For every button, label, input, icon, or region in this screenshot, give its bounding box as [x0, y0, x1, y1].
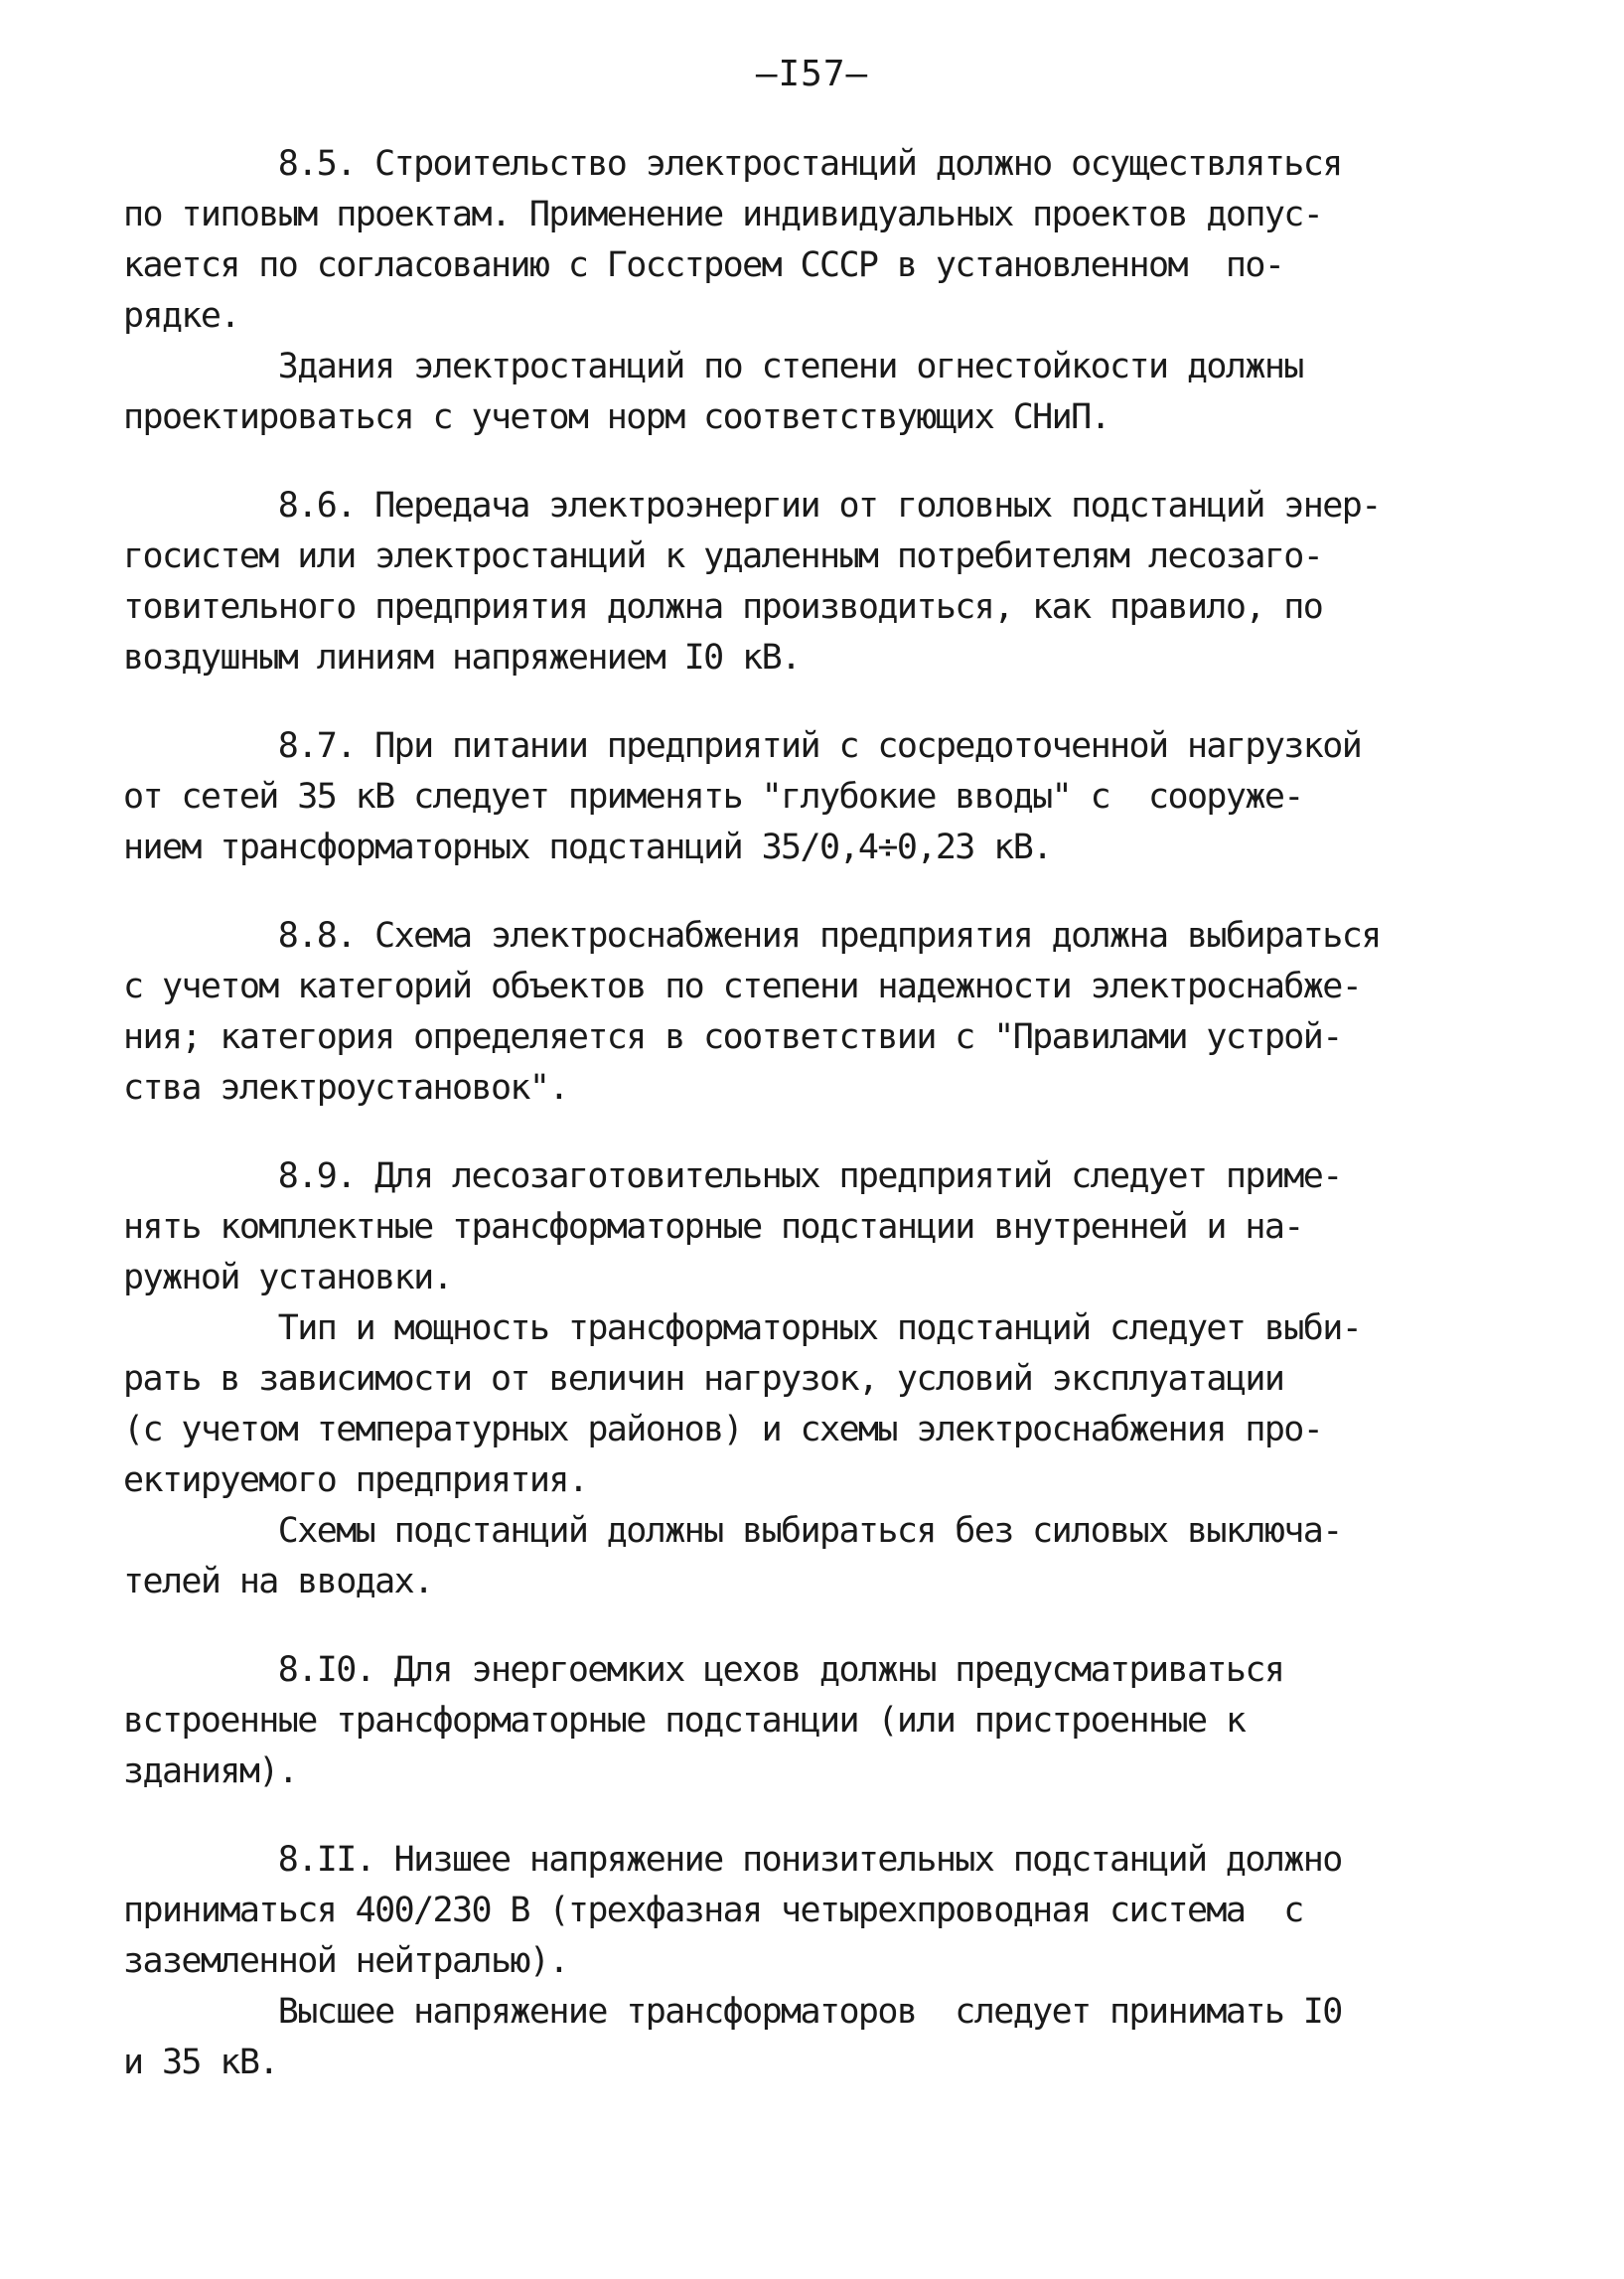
text-line: зданиям). — [123, 1751, 298, 1791]
text-line: 8.II. Низшее напряжение понизительных подстанций должно — [123, 1840, 1342, 1880]
text-line: товительного предприятия должна производиться, как правило, по — [123, 587, 1323, 627]
text-line: кается по согласованию с Госстроем СССР в установленном по- — [123, 245, 1284, 285]
text-line: 8.5. Строительство электростанций должно осуществляться — [123, 144, 1342, 184]
text-line: нять комплектные трансформаторные подстанции внутренней и на- — [123, 1207, 1303, 1247]
text-line: телей на вводах. — [123, 1562, 433, 1601]
text-line: от сетей 35 кВ следует применять "глубокие вводы" с сооруже- — [123, 777, 1303, 817]
text-line: нием трансформаторных подстанций 35/0,4÷0,23 кВ. — [123, 828, 1052, 867]
text-line: 8.8. Схема электроснабжения предприятия должна выбираться — [123, 916, 1381, 956]
text-line: 8.7. При питании предприятий с сосредоточенной нагрузкой — [123, 726, 1362, 766]
text-line: заземленной нейтралью). — [123, 1941, 568, 1981]
text-line: (с учетом температурных районов) и схемы электроснабжения про- — [123, 1410, 1323, 1449]
document-body — [123, 139, 1474, 2126]
section-8-8 — [123, 911, 1474, 1114]
text-line: воздушным линиям напряжением I0 кВ. — [123, 638, 801, 678]
text-line: рать в зависимости от величин нагрузок, условий эксплуатации — [123, 1359, 1284, 1399]
text-line: по типовым проектам. Применение индивидуальных проектов допус- — [123, 195, 1323, 234]
text-line: ства электроустановок". — [123, 1068, 568, 1108]
text-line: ружной установки. — [123, 1258, 453, 1297]
section-8-11 — [123, 1835, 1474, 2088]
section-8-7 — [123, 721, 1474, 873]
text-line: Высшее напряжение трансформаторов следует принимать I0 — [123, 1992, 1342, 2032]
section-8-10 — [123, 1645, 1474, 1797]
text-line: 8.6. Передача электроэнергии от головных подстанций энер- — [123, 486, 1381, 526]
text-line: 8.9. Для лесозаготовительных предприятий следует приме- — [123, 1156, 1342, 1196]
text-line: ектируемого предприятия. — [123, 1460, 588, 1500]
text-line: встроенные трансформаторные подстанции (или пристроенные к — [123, 1701, 1246, 1741]
section-8-9 — [123, 1151, 1474, 1607]
text-line: Здания электростанций по степени огнестойкости должны — [123, 347, 1303, 386]
text-line: и 35 кВ. — [123, 2043, 278, 2082]
text-line: 8.I0. Для энергоемких цехов должны предусматриваться — [123, 1650, 1284, 1690]
section-8-5 — [123, 139, 1474, 443]
section-8-6 — [123, 481, 1474, 684]
page-number: —I57— — [755, 54, 869, 94]
text-line: приниматься 400/230 В (трехфазная четырехпроводная система с — [123, 1891, 1303, 1930]
text-line: госистем или электростанций к удаленным потребителям лесозаго- — [123, 536, 1323, 576]
text-line: проектироваться с учетом норм соответствующих СНиП. — [123, 397, 1110, 437]
text-line: рядке. — [123, 296, 239, 336]
text-line: с учетом категорий объектов по степени надежности электроснабже- — [123, 967, 1362, 1006]
text-line: Схемы подстанций должны выбираться без силовых выключа- — [123, 1511, 1342, 1551]
text-line: Тип и мощность трансформаторных подстанций следует выби- — [123, 1308, 1362, 1348]
text-line: ния; категория определяется в соответствии с "Правилами устрой- — [123, 1017, 1342, 1057]
